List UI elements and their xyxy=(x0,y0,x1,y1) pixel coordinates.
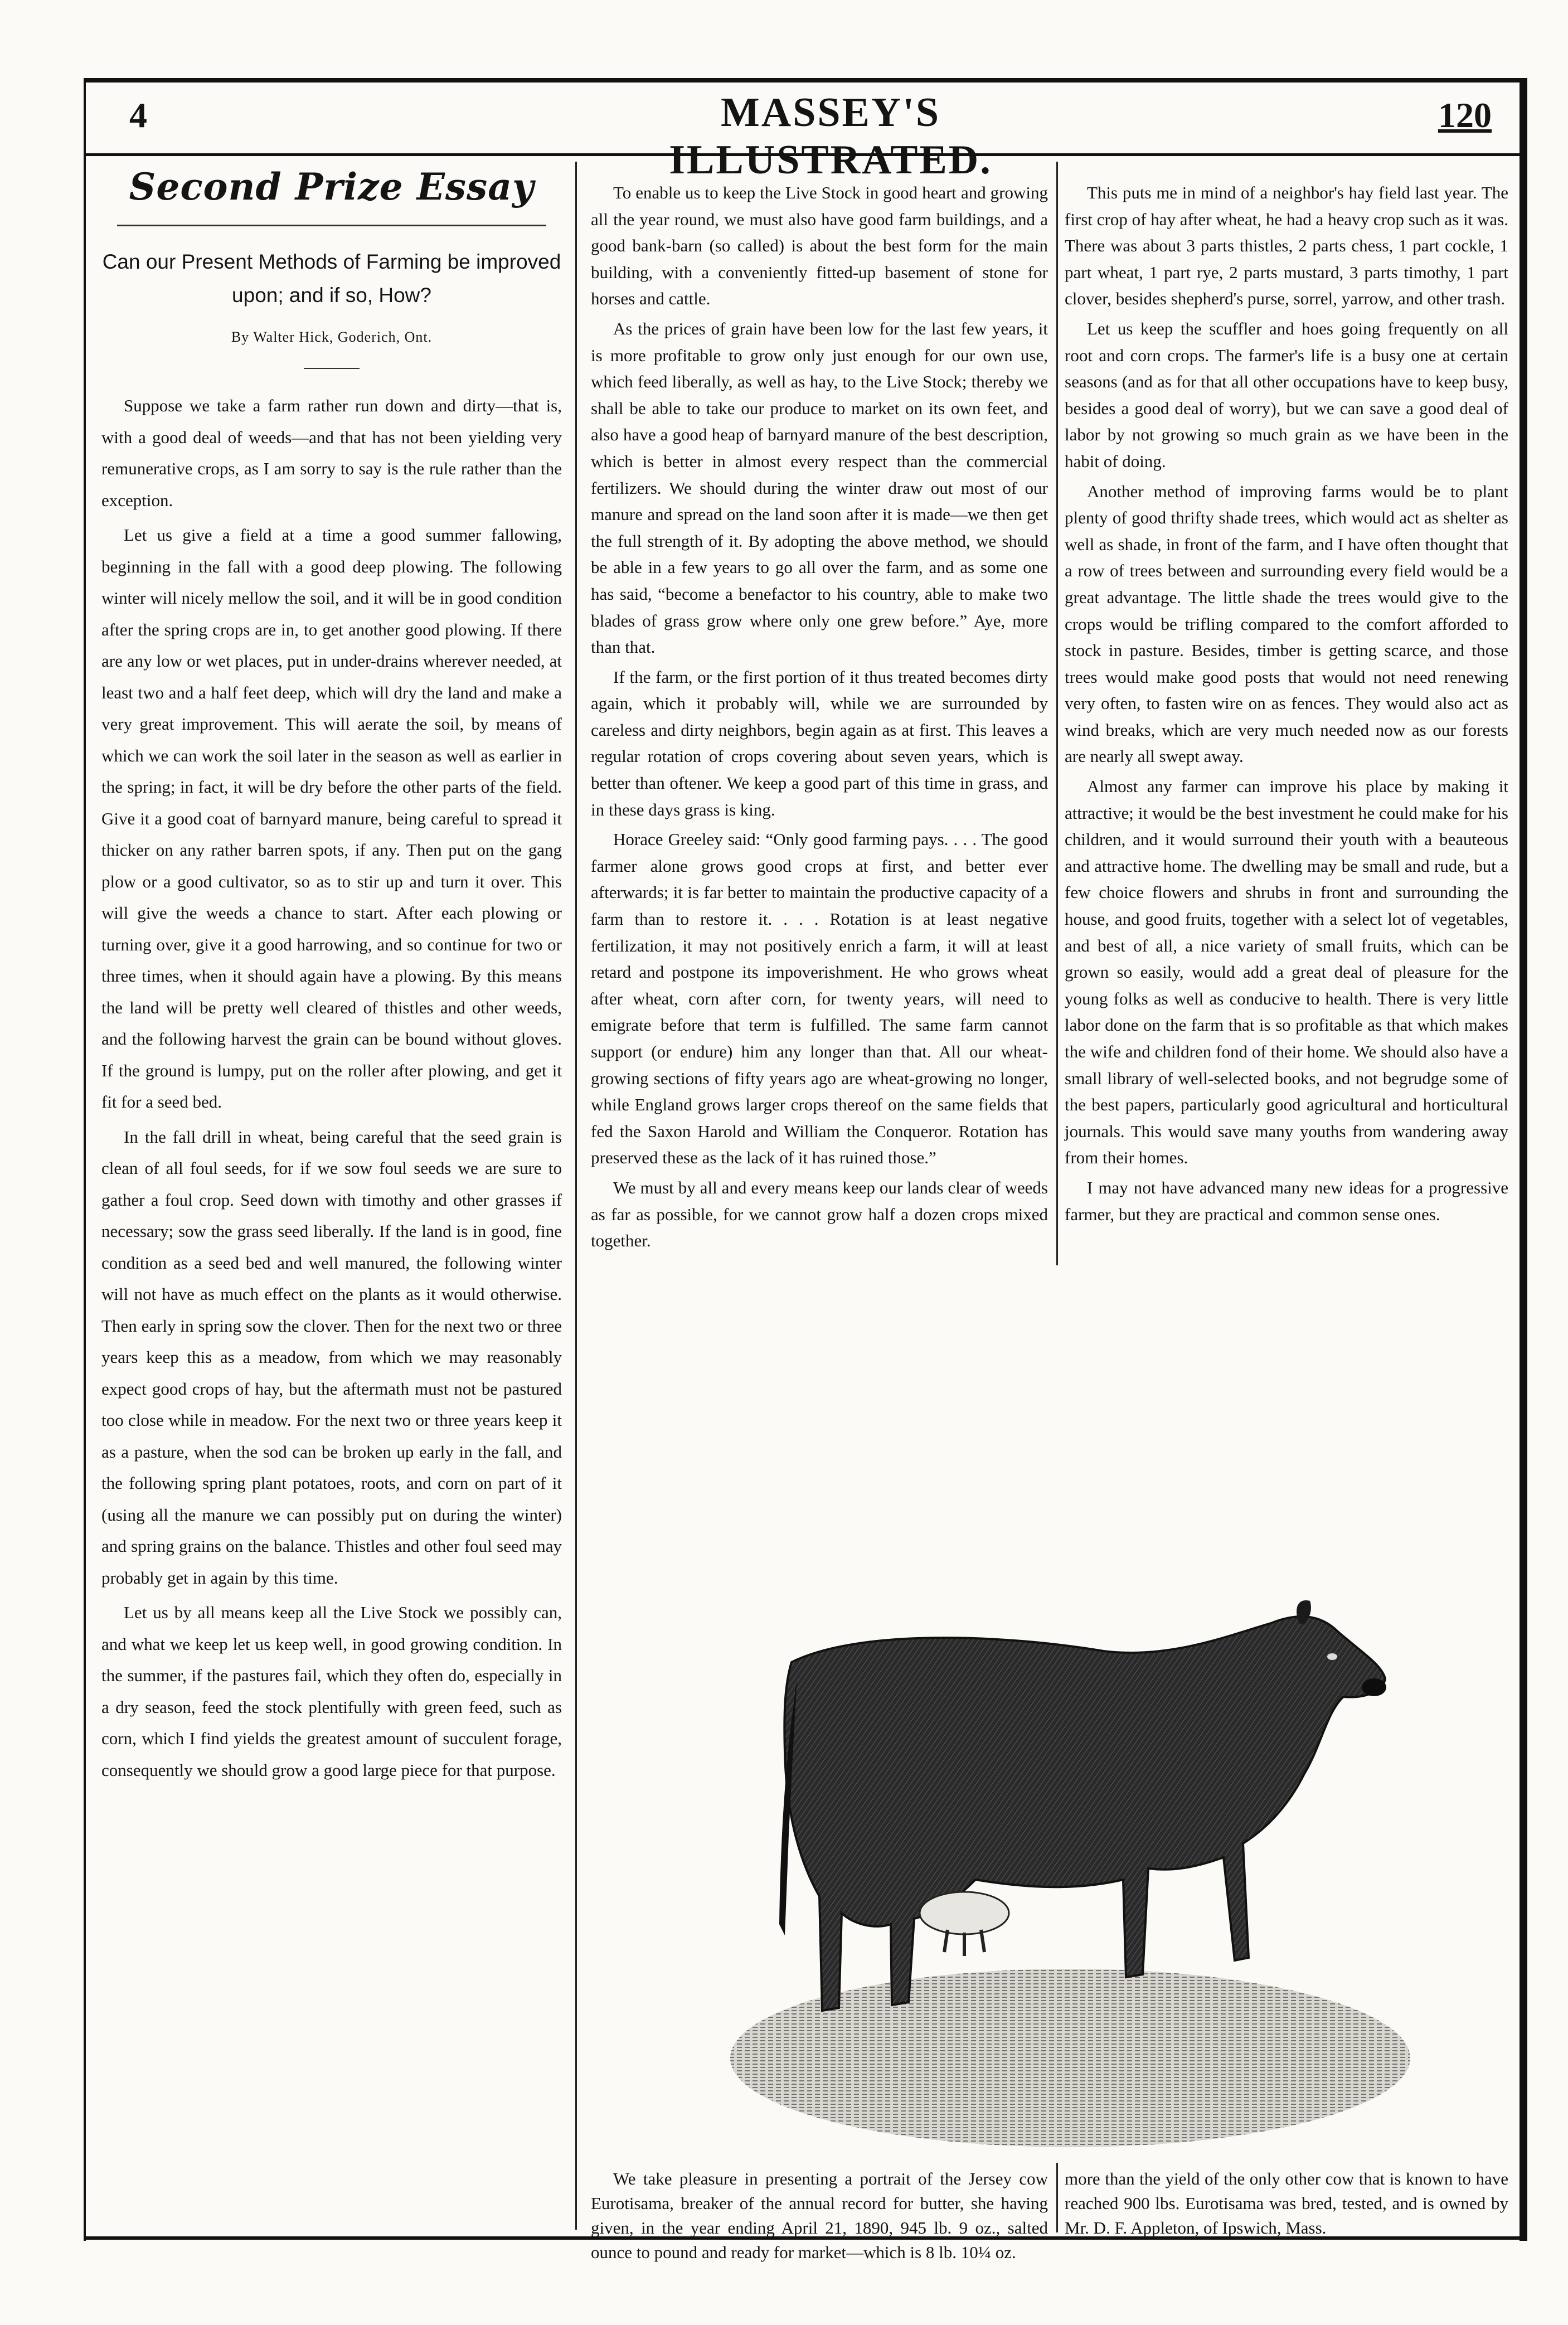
essay-title-rule xyxy=(117,225,546,226)
masthead-title: MASSEY'S ILLUSTRATED. xyxy=(669,90,992,183)
column-rule-2 xyxy=(1056,162,1058,1265)
paragraph: Let us by all means keep all the Live Stock we possibly can, and what we keep let us keep well, in good growing condition. In the summer, if the pastures fail, which they often do, especially in a dry season, feed the stock plentifully with green feed, such as corn, which I find yields the greatest amount of succulent forage, consequently we should grow a good large piece for that purpose. xyxy=(101,1603,562,1780)
paragraph: We must by all and every means keep our lands clear of weeds as far as possible, for we cannot grow half a dozen crops mixed together. xyxy=(591,1177,1048,1251)
column-rule-2-caption xyxy=(1056,2163,1058,2232)
paragraph: Let us give a field at a time a good summer fallowing, beginning in the fall with a good deep plowing. The following winter will nicely mellow the soil, and it will be in good condition after the spring crops are in, to get another good plowing. If there are any low or wet places, put in under-drains wherever needed, at least two and a half feet deep, which will dry the land and make a very great improvement. This will aerate the soil, by means of which we can work the soil later in the season as well as earlier in the spring; in fact, it will be dry before the other parts of the field. Give it a good coat of barnyard manure, being careful to spread it thicker on any rather barren spots, if any. Then put on the gang plow or a good cultivator, so as to stir up and turn it over. This will give the weeds a chance to start. After each plowing or turning over, give it a good harrowing, and so continue for two or three times, when it should again have a plowing. By this means the land will be pretty well cleared of thistles and other weeds, and the following harvest the grain can be bound without gloves. If the ground is lumpy, put on the roller after plowing, and get it fit for a seed bed. xyxy=(101,525,562,1111)
right-edge-bar xyxy=(1520,78,1527,2241)
page-number-right: 120 xyxy=(1438,95,1492,135)
paragraph: To enable us to keep the Live Stock in good heart and growing all the year round, we must also have good farm buildings, and a good bank-barn (so called) is about the best form for the main building, with a conveniently fitted-up basement of stone for horses and cattle. xyxy=(591,183,1048,309)
top-rule xyxy=(84,78,1524,82)
paragraph: If the farm, or the first portion of it thus treated becomes dirty again, which it probably will, while we are surrounded by careless and dirty neighbors, begin again as at first. This leaves a regular rotation of crops covering about seven years, which is better than oftener. We keep a good part of this time in grass, and in these days grass is king. xyxy=(591,667,1048,819)
cow-muzzle xyxy=(1362,1678,1386,1696)
paragraph: Let us keep the scuffler and hoes going frequently on all root and corn crops. The farmer's life is a busy one at certain seasons (and as for that all other occupations have to keep busy, besides a good deal of worry), but we can save a good deal of labor by not growing so much grain as we have been in the habit of doing. xyxy=(1065,318,1508,471)
paragraph: Suppose we take a farm rather run down and dirty—that is, with a good deal of weeds—and that has not been yielding very remunerative crops, as I am sorry to say is the rule rather than the exception. xyxy=(101,396,562,510)
cow-body xyxy=(784,1617,1385,2011)
paragraph: This puts me in mind of a neighbor's hay field last year. The first crop of hay after wheat, he had a heavy crop such as it was. There was about 3 parts thistles, 2 parts chess, 1 part cockle, 1 part wheat, 1 part rye, 2 parts mustard, 3 parts timothy, 1 part clover, besides shepherd's purse, sorrel, yarrow, and other trash. xyxy=(1065,183,1508,309)
essay-byline: By Walter Hick, Goderich, Ont. xyxy=(231,329,433,345)
page-number-left: 4 xyxy=(129,95,147,135)
caption-right xyxy=(1065,2167,1508,2240)
caption-text: We take pleasure in presenting a portrait of the Jersey cow Eurotisama, breaker of the annual record for butter, she having given, in the year ending April 21, 1890, 945 lb. 9 oz., salted ounce to pound and ready for market—which is 8 lb. 10¼ oz. xyxy=(591,2169,1048,2262)
paragraph: Another method of improving farms would be to plant plenty of good thrifty shade trees, which would act as shelter as well as shade, in front of the farm, and I have often thought that a row of trees between and surrounding every field would be a great advantage. The little shade the trees would give to the crops would be trifling compared to the comfort afforded to stock in pasture. Besides, timber is getting scarce, and those trees would make good posts that would not need renewing very often, to fasten wire on as fences. They would also act as wind breaks, which are very much needed now as our forests are nearly all swept away. xyxy=(1065,481,1508,766)
cow-engraving xyxy=(713,1567,1433,2153)
byline-rule xyxy=(304,368,360,369)
paragraph: As the prices of grain have been low for the last few years, it is more profitable to grow only just enough for our own use, which feed liberally, as well as hay, to the Live Stock; thereby we shall be able to take our produce to market on its own feet, and also have a good heap of barnyard manure of the best description, which is better in almost every respect than the commercial fertilizers. We should during the winter draw out most of our manure and spread on the land soon after it is made—we then get the full strength of it. By adopting the above method, we should be able in a few years to go all over the farm, and as some one has said, “become a benefactor to his country, able to make two blades of grass grow where only one grew before.” Aye, more than that. xyxy=(591,318,1048,657)
column-rule-1 xyxy=(575,162,577,2230)
paragraph: Almost any farmer can improve his place by making it attractive; it would be the best investment he could make for his children, and it would surround their youth with a beauteous and attractive home. The dwelling may be small and rude, but a few choice flowers and shrubs in front and surrounding the house, and good fruits, together with a select lot of vegetables, and best of all, a nice variety of small fruits, which can be grown so easily, would add a great deal of pleasure for the young folks as well as conducive to health. There is very little labor done on the farm that is so profitable as that which makes the wife and children fond of their home. We should also have a small library of well-selected books, and not begrudge some of the best papers, particularly good agricultural and horticultural journals. This would save many youths from wandering away from their homes. xyxy=(1065,776,1508,1168)
essay-title: Second Prize Essay xyxy=(129,165,535,208)
cow-udder xyxy=(920,1892,1009,1934)
column-3 xyxy=(1065,179,1508,1231)
essay-question: Can our Present Methods of Farming be improved upon; and if so, How? xyxy=(102,250,561,307)
cow-eye xyxy=(1327,1653,1337,1660)
paragraph: I may not have advanced many new ideas for a progressive farmer, but they are practical and common sense ones. xyxy=(1065,1177,1508,1224)
column-2 xyxy=(591,179,1048,1258)
paragraph: Horace Greeley said: “Only good farming pays. . . . The good farmer alone grows good crops at first, and better ever afterwards; it is far better to maintain the productive capacity of a farm than to restore it. . . . Rotation is at least negative fertilization, it may not positively enrich a farm, it will at least retard and postpone its impoverishment. He who grows wheat after wheat, corn after corn, for twenty years, will need to emigrate before that term is fulfilled. The same farm cannot support (or endure) him any longer than that. All our wheat-growing sections of fifty years ago are wheat-growing no longer, while England grows larger crops thereof on the same fields that fed the Saxon Harold and William the Conqueror. Rotation has preserved these as the lack of it has ruined those.” xyxy=(591,829,1048,1168)
caption-left xyxy=(591,2167,1048,2265)
caption-text: more than the yield of the only other cow that is known to have reached 900 lbs. Eurotisama was bred, tested, and is owned by Mr. D. F. Appleton, of Ipswich, Mass. xyxy=(1065,2169,1508,2237)
column-1 xyxy=(101,390,562,1789)
paragraph: In the fall drill in wheat, being careful that the seed grain is clean of all foul seeds, for if we sow foul seeds we are sure to gather a foul crop. Seed down with timothy and other grasses if necessary; sow the grass seed liberally. If the land is in good, fine condition as a seed bed and well manured, the following winter will not have as much effect on the plants as it would otherwise. Then early in spring sow the clover. Then for the next two or three years keep this as a meadow, from which we may reasonably expect good crops of hay, but the aftermath must not be pastured too close while in meadow. For the next two or three years keep it as a pasture, when the sod can be broken up early in the fall, and the following spring plant potatoes, roots, and corn on part of it (using all the manure we can possibly put on during the winter) and spring grains on the balance. Thistles and other foul seed may probably get in again by this time. xyxy=(101,1127,562,1588)
